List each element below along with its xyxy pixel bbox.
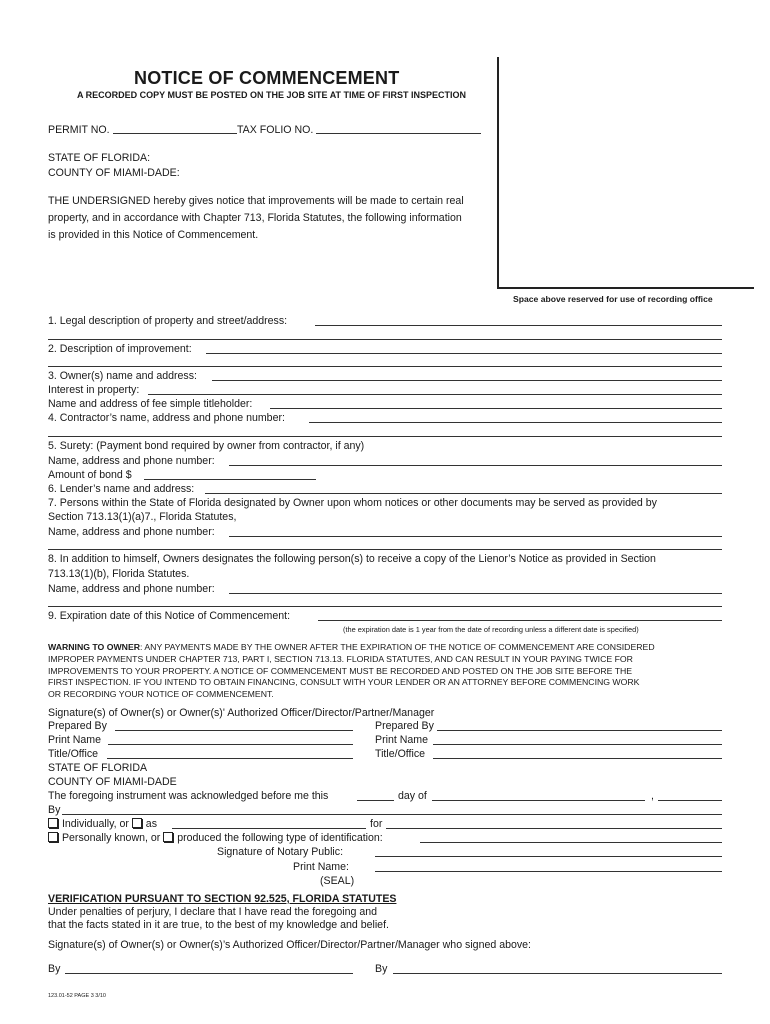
identification-field[interactable]: [420, 842, 722, 843]
personally-known-checkbox[interactable]: [48, 832, 58, 842]
copy-name-field-2[interactable]: [48, 606, 722, 607]
owner-label: 3. Owner(s) name and address:: [48, 370, 197, 382]
bond-amount-field[interactable]: [144, 479, 316, 480]
notary-signature-field[interactable]: [375, 856, 722, 857]
ack-by-label: By: [48, 804, 61, 816]
contractor-field-2[interactable]: [48, 436, 722, 437]
surety-name-label: Name, address and phone number:: [48, 455, 215, 467]
permit-field[interactable]: [113, 133, 237, 134]
contractor-label: 4. Contractor’s name, address and phone number:: [48, 412, 285, 424]
tax-folio-field[interactable]: [316, 133, 481, 134]
interest-label: Interest in property:: [48, 384, 140, 396]
legal-desc-field[interactable]: [315, 325, 722, 326]
ack-day-field[interactable]: [357, 800, 394, 801]
warning-line-3: IMPROVEMENTS TO YOUR PROPERTY. A NOTICE OF COMMENCEMENT MUST BE RECORDED AND POSTED ON THE JOB SITE BEFORE THE: [48, 666, 633, 676]
bond-amount-label: Amount of bond $: [48, 469, 132, 481]
warning-line-4: FIRST INSPECTION. IF YOU INTEND TO OBTAIN FINANCING, CONSULT WITH YOUR LENDER OR AN ATTORNEY BEFORE COMMENCING WORK: [48, 677, 640, 687]
contractor-field[interactable]: [309, 422, 722, 423]
improvement-label: 2. Description of improvement:: [48, 343, 192, 355]
verification-by-label-right: By: [375, 963, 388, 975]
seal-label: (SEAL): [320, 875, 355, 887]
title-office-field-right[interactable]: [433, 758, 722, 759]
document-subtitle: A RECORDED COPY MUST BE POSTED ON THE JOB SITE AT TIME OF FIRST INSPECTION: [77, 90, 467, 100]
persons-text-2: Section 713.13(1)(a)7., Florida Statutes,: [48, 511, 237, 523]
surety-label: 5. Surety: (Payment bond required by owner from contractor, if any): [48, 440, 365, 452]
warning-line-1: [48, 642, 655, 654]
title-office-label-left: Title/Office: [48, 748, 99, 760]
recording-box-bottom-border: [497, 287, 754, 289]
copy-name-field[interactable]: [229, 593, 722, 594]
owner-field[interactable]: [212, 380, 722, 381]
county-label: COUNTY OF MIAMI-DADE:: [48, 167, 180, 179]
title-office-label-right: Title/Office: [375, 748, 426, 760]
reserved-label: Space above reserved for use of recording office: [513, 294, 713, 304]
expiration-note: (the expiration date is 1 year from the date of recording unless a different date is specified): [343, 625, 639, 634]
state-label: STATE OF FLORIDA:: [48, 152, 151, 164]
notary-county-label: COUNTY OF MIAMI-DADE: [48, 776, 177, 788]
improvement-field-2[interactable]: [48, 366, 722, 367]
print-name-label-left: Print Name: [48, 734, 101, 746]
persons-name-field-2[interactable]: [48, 549, 722, 550]
individually-checkbox[interactable]: [48, 818, 58, 828]
form-code: 123.01-52 PAGE 3 3/10: [48, 993, 106, 999]
prepared-by-label-right: Prepared By: [375, 720, 434, 732]
notary-state-label: STATE OF FLORIDA: [48, 762, 148, 774]
lender-label: 6. Lender’s name and address:: [48, 483, 195, 495]
ack-month-field[interactable]: [432, 800, 645, 801]
as-field[interactable]: [172, 828, 366, 829]
print-name-field-left[interactable]: [108, 744, 353, 745]
lender-field[interactable]: [205, 493, 722, 494]
persons-text-1: 7. Persons within the State of Florida designated by Owner upon whom notices or other documents may be served as provided by: [48, 497, 657, 509]
print-name-field-right[interactable]: [433, 744, 722, 745]
persons-name-field[interactable]: [229, 536, 722, 537]
warning-label: WARNING TO OWNER: [48, 642, 141, 652]
permit-label: PERMIT NO.: [48, 124, 110, 136]
fee-simple-field[interactable]: [270, 408, 722, 409]
recording-box-left-border: [497, 57, 499, 288]
for-label: for: [370, 818, 383, 830]
verification-heading: VERIFICATION PURSUANT TO SECTION 92.525, FLORIDA STATUTES: [48, 893, 397, 905]
copy-text-1: 8. In addition to himself, Owners designates the following person(s) to receive a copy of the Lienor’s Notice as provided in Section: [48, 553, 656, 565]
expiration-label: 9. Expiration date of this Notice of Commencement:: [48, 610, 291, 622]
as-label: as: [145, 818, 157, 830]
fee-simple-label: Name and address of fee simple titleholder:: [48, 398, 253, 410]
produced-id-checkbox[interactable]: [163, 832, 173, 842]
tax-folio-label: TAX FOLIO NO.: [237, 124, 314, 136]
interest-field[interactable]: [148, 394, 722, 395]
verification-by-field-right[interactable]: [393, 973, 722, 974]
ack-year-field[interactable]: [658, 800, 722, 801]
expiration-field[interactable]: [318, 620, 722, 621]
personally-known-label: Personally known, or: [61, 832, 161, 844]
document-title: NOTICE OF COMMENCEMENT: [134, 68, 400, 88]
as-checkbox[interactable]: [132, 818, 142, 828]
persons-name-label: Name, address and phone number:: [48, 526, 215, 538]
warning-line-5: OR RECORDING YOUR NOTICE OF COMMENCEMENT.: [48, 689, 274, 699]
signatures-heading: Signature(s) of Owner(s) or Owner(s)' Authorized Officer/Director/Partner/Manager: [48, 707, 435, 719]
prepared-by-field-left[interactable]: [115, 730, 353, 731]
day-of-label: day of: [398, 790, 427, 802]
verification-text-1: Under penalties of perjury, I declare that I have read the foregoing and: [48, 906, 378, 918]
verification-by-label-left: By: [48, 963, 61, 975]
copy-text-2: 713.13(1)(b), Florida Statutes.: [48, 568, 190, 580]
verification-text-2: that the facts stated in it are true, to the best of my knowledge and belief.: [48, 919, 389, 931]
acknowledgment-text: The foregoing instrument was acknowledged before me this: [48, 790, 329, 802]
produced-id-label: produced the following type of identification:: [177, 832, 383, 844]
legal-desc-field-2[interactable]: [48, 339, 722, 340]
copy-name-label: Name, address and phone number:: [48, 583, 215, 595]
ack-by-field[interactable]: [62, 814, 722, 815]
legal-desc-label: 1. Legal description of property and street/address:: [48, 315, 288, 327]
verification-by-field-left[interactable]: [65, 973, 353, 974]
personally-known-option: [48, 832, 383, 845]
verification-signature-heading: Signature(s) of Owner(s) or Owner(s)’s Authorized Officer/Director/Partner/Manager who signed above:: [48, 939, 532, 951]
intro-text-3: is provided in this Notice of Commencement.: [48, 229, 259, 241]
improvement-field[interactable]: [206, 353, 722, 354]
warning-text-1: : ANY PAYMENTS MADE BY THE OWNER AFTER THE EXPIRATION OF THE NOTICE OF COMMENCEMENT ARE CONSIDERED: [140, 642, 655, 652]
individually-label: Individually, or: [61, 818, 129, 830]
prepared-by-field-right[interactable]: [437, 730, 722, 731]
comma-label: ,: [651, 790, 654, 802]
for-field[interactable]: [386, 828, 722, 829]
individually-option: [48, 818, 157, 831]
surety-name-field[interactable]: [229, 465, 722, 466]
notary-print-field[interactable]: [375, 871, 722, 872]
notary-signature-label: Signature of Notary Public:: [217, 846, 344, 858]
prepared-by-label-left: Prepared By: [48, 720, 107, 732]
intro-text-2: property, and in accordance with Chapter 713, Florida Statutes, the following information: [48, 212, 462, 224]
title-office-field-left[interactable]: [107, 758, 353, 759]
warning-line-2: IMPROPER PAYMENTS UNDER CHAPTER 713, PART I, SECTION 713.13. FLORIDA STATUTES, AND CAN RESULT IN YOUR PAYING TWICE FOR: [48, 654, 633, 664]
notary-print-label: Print Name:: [293, 861, 349, 873]
print-name-label-right: Print Name: [375, 734, 428, 746]
intro-text-1: THE UNDERSIGNED hereby gives notice that improvements will be made to certain real: [48, 195, 464, 207]
